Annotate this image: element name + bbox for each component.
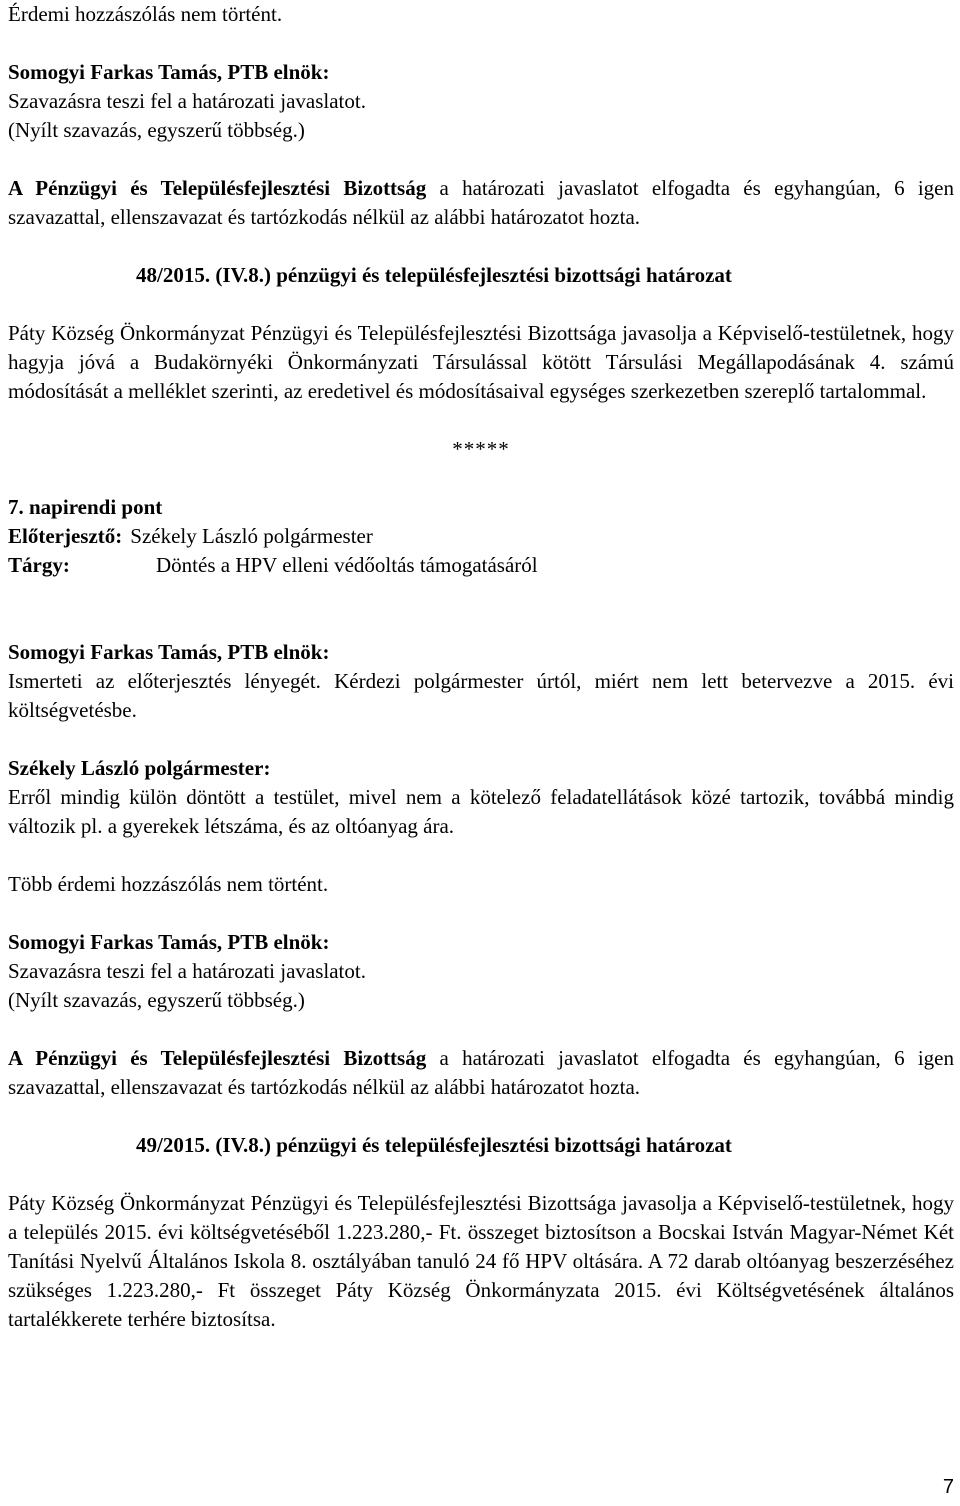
- result-paragraph: [8, 1044, 954, 1102]
- presenter-value: Székely László polgármester: [130, 524, 373, 548]
- agenda-item-heading: 7. napirendi pont: [8, 495, 163, 519]
- speaker-text: Erről mindig külön döntött a testület, mivel nem a kötelező feladatellátások közé tartozik, továbbá mindig változik pl. a gyerekek létszáma, és az oltóanyag ára.: [8, 785, 954, 838]
- subject-label: Tárgy:: [8, 553, 70, 577]
- subject-value: Döntés a HPV elleni védőoltás támogatásáról: [156, 553, 538, 577]
- resolution-title: 49/2015. (IV.8.) pénzügyi és településfejlesztési bizottsági határozat: [136, 1133, 732, 1157]
- subject-row: [8, 551, 954, 580]
- speaker-heading: Székely László polgármester:: [8, 756, 271, 780]
- committee-name: A Pénzügyi és Településfejlesztési Bizottság: [8, 1046, 427, 1070]
- presenter-row: [8, 522, 954, 551]
- committee-name: A Pénzügyi és Településfejlesztési Bizottság: [8, 176, 427, 200]
- page-number: 7: [942, 1476, 954, 1498]
- resolution-text: Páty Község Önkormányzat Pénzügyi és Településfejlesztési Bizottsága javasolja a Képviselő-testületnek, hogy hagyja jóvá a Budakörnyéki Önkormányzati Társulással kötött Társulási Megállapodásának 4. számú módosítását a melléklet szerinti, az eredetivel és módosításaival egységes szerkezetben szereplő tartalommal.: [8, 321, 954, 403]
- speaker-text: Ismerteti az előterjesztés lényegét. Kérdezi polgármester úrtól, miért nem lett betervezve a 2015. évi költségvetésbe.: [8, 669, 954, 722]
- vote-call-text: Szavazásra teszi fel a határozati javaslatot.: [8, 89, 366, 113]
- result-paragraph: [8, 174, 954, 232]
- speaker-heading: Somogyi Farkas Tamás, PTB elnök:: [8, 60, 330, 84]
- speaker-heading: Somogyi Farkas Tamás, PTB elnök:: [8, 640, 330, 664]
- vote-type-text: (Nyílt szavazás, egyszerű többség.): [8, 118, 305, 142]
- section-separator: *****: [452, 437, 510, 461]
- no-comments-text: Érdemi hozzászólás nem történt.: [8, 2, 283, 26]
- resolution-title: 48/2015. (IV.8.) pénzügyi és településfejlesztési bizottsági határozat: [136, 263, 732, 287]
- document-page: [8, 0, 954, 1334]
- resolution-text: Páty Község Önkormányzat Pénzügyi és Településfejlesztési Bizottsága javasolja a Képviselő-testületnek, hogy a település 2015. évi költségvetéséből 1.223.280,- Ft. összeget biztosítson a Bocskai István Magyar-Német Két Tanítási Nyelvű Általános Iskola 8. osztályában tanuló 24 fő HPV oltására. A 72 darab oltóanyag beszerzéséhez szükséges 1.223.280,- Ft összeget Páty Község Önkormányzata 2015. évi Költségvetésének általános tartalékkerete terhére biztosítsa.: [8, 1191, 954, 1331]
- presenter-label: Előterjesztő:: [8, 524, 123, 548]
- speaker-heading: Somogyi Farkas Tamás, PTB elnök:: [8, 930, 330, 954]
- vote-call-text: Szavazásra teszi fel a határozati javaslatot.: [8, 959, 366, 983]
- no-more-comments-text: Több érdemi hozzászólás nem történt.: [8, 872, 329, 896]
- result-text: a határozati javaslatot elfogadta és egyhangúan, 6 igen szavazattal, ellenszavazat és tartózkodás nélkül az alábbi határozatot hozta.: [8, 176, 955, 229]
- vote-type-text: (Nyílt szavazás, egyszerű többség.): [8, 988, 305, 1012]
- result-text: a határozati javaslatot elfogadta és egyhangúan, 6 igen szavazattal, ellenszavazat és tartózkodás nélkül az alábbi határozatot hozta.: [8, 1046, 955, 1099]
